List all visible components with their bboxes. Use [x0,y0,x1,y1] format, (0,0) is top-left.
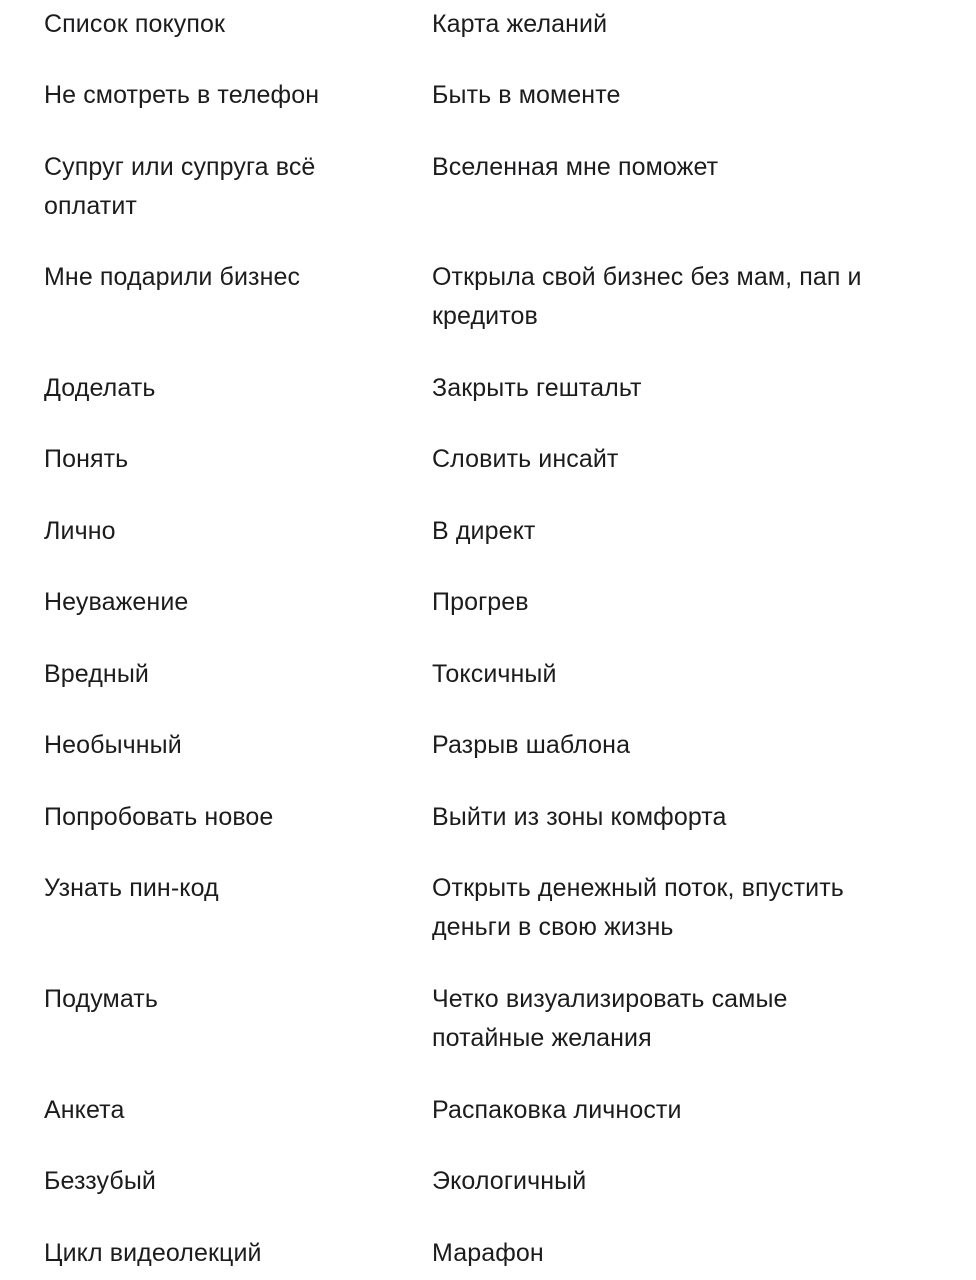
buzzword-phrase: Открыла свой бизнес без мам, пап и кредитов [432,263,862,330]
plain-phrase: Вредный [44,660,149,688]
plain-phrase: Подумать [44,985,158,1013]
plain-phrase: Беззубый [44,1167,156,1195]
buzzword-phrase: Токсичный [432,660,557,688]
plain-phrase: Попробовать новое [44,803,274,831]
buzzword-phrase: В директ [432,517,536,545]
plain-phrase: Лично [44,517,116,545]
plain-phrase: Неуважение [44,588,189,616]
buzzword-phrase: Экологичный [432,1167,587,1195]
buzzword-phrase: Прогрев [432,588,529,616]
buzzword-phrase: Выйти из зоны комфорта [432,803,727,831]
buzzword-phrase: Закрыть гештальт [432,374,642,402]
plain-phrase: Доделать [44,374,156,402]
buzzword-phrase: Открыть денежный поток, впустить деньги в свою жизнь [432,874,844,941]
plain-phrase: Не смотреть в телефон [44,81,320,109]
plain-phrase: Мне подарили бизнес [44,263,301,291]
plain-phrase: Анкета [44,1096,125,1124]
buzzword-phrase: Марафон [432,1239,544,1267]
plain-phrase: Понять [44,445,129,473]
plain-phrase: Супруг или супруга всё оплатит [44,153,316,220]
buzzword-phrase: Карта желаний [432,10,608,38]
buzzword-phrase: Разрыв шаблона [432,731,631,759]
plain-phrase: Узнать пин-код [44,874,219,902]
buzzword-phrase: Словить инсайт [432,445,619,473]
plain-phrase: Список покупок [44,10,226,38]
buzzword-phrase: Распаковка личности [432,1096,682,1124]
buzzword-phrase: Вселенная мне поможет [432,153,719,181]
plain-phrase: Цикл видеолекций [44,1239,262,1267]
plain-phrase: Необычный [44,731,182,759]
buzzword-phrase: Четко визуализировать самые потайные желания [432,985,788,1052]
buzzword-phrase: Быть в моменте [432,81,621,109]
